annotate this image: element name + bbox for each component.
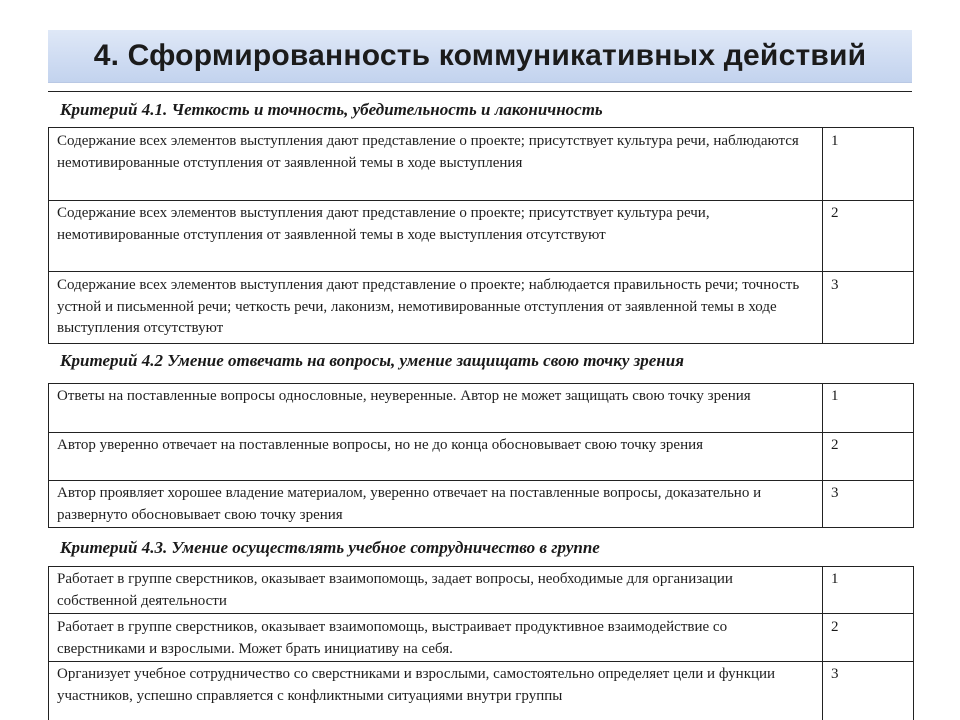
criterion-4-1-level-1-description: Содержание всех элементов выступления дают представление о проекте; присутствует культура речи, наблюдаются немотивированные отступления от заявленной темы в ходе выступления <box>57 133 799 171</box>
criterion-4-3-level-2-score: 2 <box>831 619 839 635</box>
criterion-4-1-level-2-description: Содержание всех элементов выступления дают представление о проекте; присутствует культура речи, немотивированные отступления от заявленной темы в ходе выступления отсутствуют <box>57 205 710 243</box>
slide-title-banner <box>48 30 912 83</box>
criterion-4-1-level-3-score: 3 <box>831 277 839 293</box>
criterion-4-1-heading: Критерий 4.1. Четкость и точность, убедительность и лаконичность <box>48 91 912 127</box>
criterion-4-1-level-2-score: 2 <box>831 205 839 221</box>
criterion-4-2-level-3-score: 3 <box>831 485 839 501</box>
criterion-4-2-level-3-description: Автор проявляет хорошее владение материалом, уверенно отвечает на поставленные вопросы, доказательно и развернуто обосновывает свою точку зрения <box>57 485 762 523</box>
criterion-4-2-level-1-description: Ответы на поставленные вопросы однословные, неуверенные. Автор не может защищать свою точку зрения <box>57 388 751 404</box>
slide-title: 4. Сформированность коммуникативных действий <box>93 39 867 72</box>
criterion-4-3-level-3-description: Организует учебное сотрудничество со сверстниками и взрослыми, самостоятельно определяет цели и функции участников, успешно справляется с конфликтными ситуациями внутри группы <box>57 666 776 704</box>
criterion-4-1-level-3-description: Содержание всех элементов выступления дают представление о проекте; наблюдается правильность речи; точность устной и письменной речи; четкость речи, лаконизм, немотивированные отступления от заявленной темы в ходе выступления отсутствуют <box>57 277 800 336</box>
criterion-4-1-level-1-score: 1 <box>831 133 839 149</box>
criterion-4-2-level-2-score: 2 <box>831 437 839 453</box>
criterion-4-2-level-2-description: Автор уверенно отвечает на поставленные вопросы, но не до конца обосновывает свою точку зрения <box>57 437 704 453</box>
criterion-4-2-level-1-score: 1 <box>831 388 839 404</box>
criterion-4-3-level-1-score: 1 <box>831 571 839 587</box>
criterion-4-3-level-3-score: 3 <box>831 666 839 682</box>
criterion-4-2-heading: Критерий 4.2 Умение отвечать на вопросы, умение защищать свою точку зрения <box>60 351 684 370</box>
criterion-4-3-heading: Критерий 4.3. Умение осуществлять учебное сотрудничество в группе <box>60 538 600 557</box>
criterion-4-3-level-2-description: Работает в группе сверстников, оказывает взаимопомощь, выстраивает продуктивное взаимодействие со сверстниками и взрослыми. Может брать инициативу на себя. <box>57 619 728 657</box>
criterion-4-3-level-1-description: Работает в группе сверстников, оказывает взаимопомощь, задает вопросы, необходимые для организации собственной деятельности <box>57 571 733 609</box>
